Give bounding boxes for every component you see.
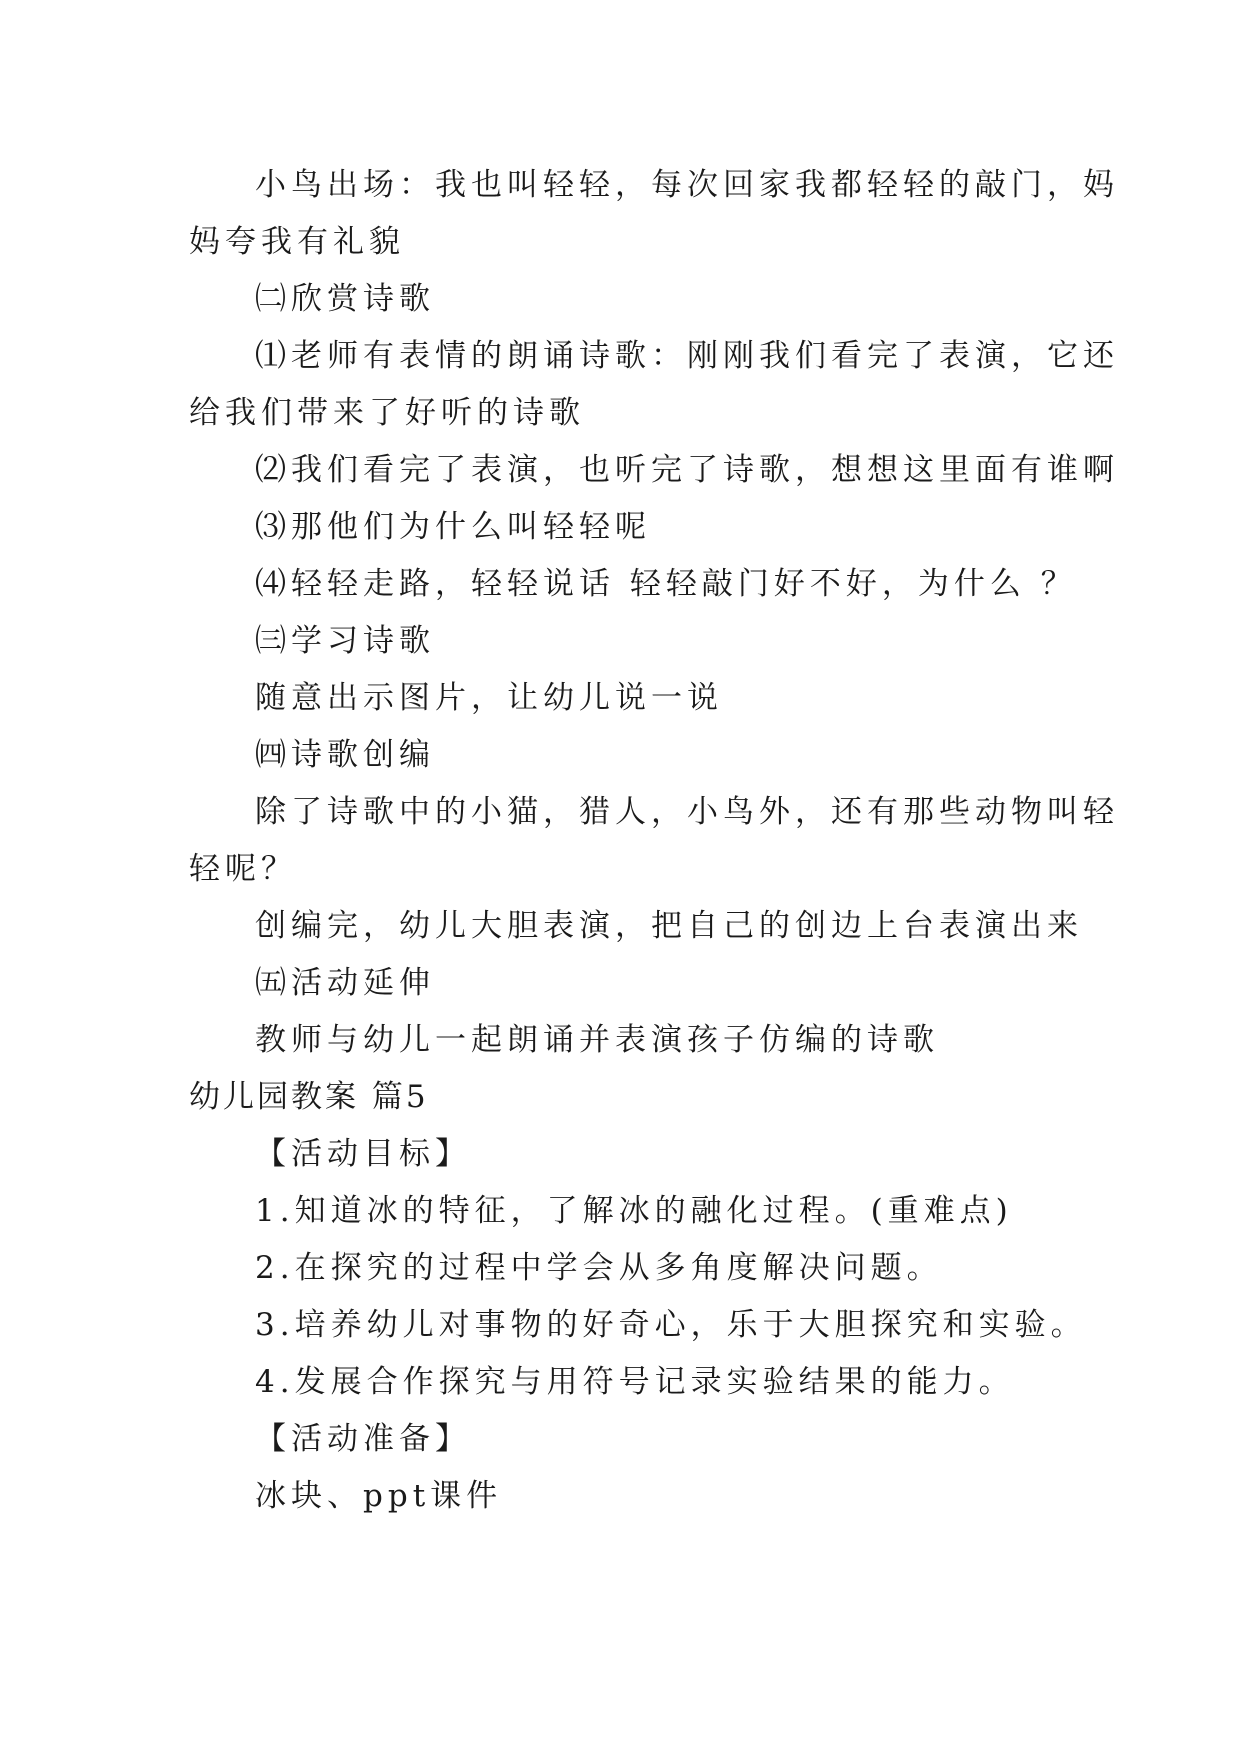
section-heading: ㈣诗歌创编 <box>255 737 435 773</box>
paragraph-line: 给我们带来了好听的诗歌 <box>189 395 585 431</box>
paragraph-line: ⑴老师有表情的朗诵诗歌：刚刚我们看完了表演，它还 <box>255 338 1119 374</box>
section-heading: ㈢学习诗歌 <box>255 623 435 659</box>
paragraph-line: 创编完，幼儿大胆表演，把自己的创边上台表演出来 <box>255 908 1083 944</box>
paragraph-line: ⑷轻轻走路，轻轻说话 轻轻敲门好不好，为什么 ？ <box>255 566 1077 602</box>
paragraph-line: 轻呢？ <box>189 851 297 887</box>
section-heading: ㈡欣赏诗歌 <box>255 281 435 317</box>
section-heading: ㈤活动延伸 <box>255 965 435 1001</box>
bracket-heading: 【活动准备】 <box>255 1421 471 1457</box>
list-item: 1.知道冰的特征，了解冰的融化过程。(重难点) <box>255 1193 1013 1229</box>
list-item: 3.培养幼儿对事物的好奇心，乐于大胆探究和实验。 <box>255 1307 1087 1343</box>
paragraph-line: ⑵我们看完了表演，也听完了诗歌，想想这里面有谁啊 <box>255 452 1119 488</box>
bracket-heading: 【活动目标】 <box>255 1136 471 1172</box>
paragraph-line: 小鸟出场：我也叫轻轻，每次回家我都轻轻的敲门，妈 <box>255 167 1119 203</box>
list-item: 2.在探究的过程中学会从多角度解决问题。 <box>255 1250 943 1286</box>
paragraph-line: ⑶那他们为什么叫轻轻呢 <box>255 509 651 545</box>
lesson-title: 幼儿园教案 篇5 <box>189 1079 429 1115</box>
paragraph-line: 妈夸我有礼貌 <box>189 224 405 260</box>
paragraph-line: 教师与幼儿一起朗诵并表演孩子仿编的诗歌 <box>255 1022 939 1058</box>
paragraph-line: 除了诗歌中的小猫，猎人，小鸟外，还有那些动物叫轻 <box>255 794 1119 830</box>
list-item: 4.发展合作探究与用符号记录实验结果的能力。 <box>255 1364 1015 1400</box>
paragraph-line: 随意出示图片，让幼儿说一说 <box>255 680 723 716</box>
paragraph-line: 冰块、ppt课件 <box>255 1478 503 1514</box>
